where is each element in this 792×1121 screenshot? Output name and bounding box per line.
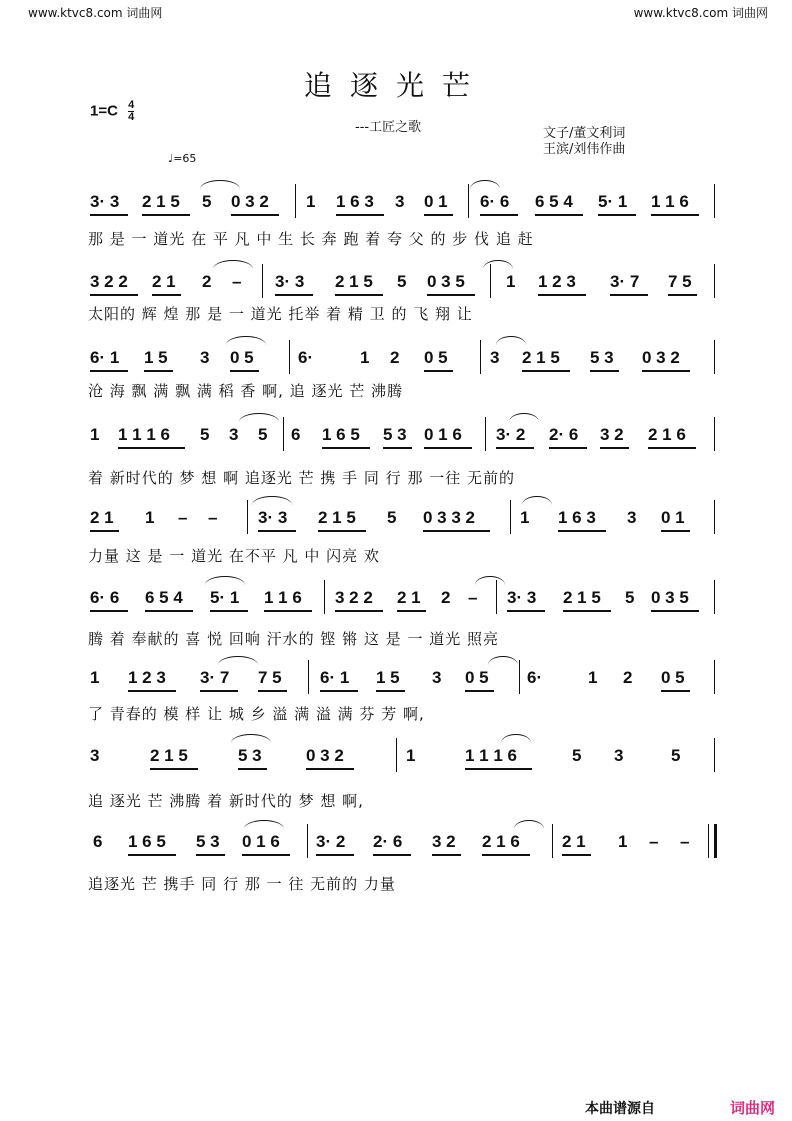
beam-underline bbox=[320, 690, 358, 692]
note-group: 1 2 3 bbox=[538, 272, 576, 291]
note-group: 3 2 2 bbox=[90, 272, 128, 291]
site-watermark-right: www.ktvc8.com 词曲网 bbox=[633, 6, 768, 20]
note-group: 3 bbox=[229, 425, 239, 444]
note-group: 2 1 5 bbox=[318, 508, 356, 527]
beam-underline bbox=[200, 690, 238, 692]
beam-underline bbox=[210, 610, 248, 612]
lyric-line: 那 是 一 道光 在 平 凡 中 生 长 奔 跑 着 夸 父 的 步 伐 追 赶 bbox=[88, 230, 534, 248]
slur-arc bbox=[470, 180, 500, 189]
composer-credit: 王滨/刘伟作曲 bbox=[543, 142, 626, 157]
note-group: 0 1 6 bbox=[242, 832, 280, 851]
song-subtitle: ---工匠之歌 bbox=[355, 120, 422, 135]
beam-underline bbox=[496, 447, 534, 449]
beam-underline bbox=[424, 447, 472, 449]
bar-line bbox=[519, 660, 520, 694]
bar-line bbox=[552, 824, 553, 858]
note-group: 5 3 bbox=[383, 425, 407, 444]
note-group: 2 bbox=[202, 272, 212, 291]
note-group: 1 1 6 bbox=[651, 192, 689, 211]
beam-underline bbox=[376, 690, 405, 692]
note-group: 6· 1 bbox=[90, 348, 120, 367]
beam-underline bbox=[316, 854, 354, 856]
note-group: 5 bbox=[258, 425, 268, 444]
beam-underline bbox=[535, 214, 583, 216]
note-group: 0 1 6 bbox=[424, 425, 462, 444]
note-group: 5 bbox=[671, 746, 681, 765]
lyric-line: 力量 这 是 一 道光 在不平 凡 中 闪亮 欢 bbox=[88, 547, 380, 565]
bar-line bbox=[714, 660, 715, 694]
note-group: 6· 6 bbox=[90, 588, 120, 607]
note-group: 2 1 5 bbox=[335, 272, 373, 291]
beam-underline bbox=[423, 530, 490, 532]
beam-underline bbox=[275, 294, 313, 296]
beam-underline bbox=[668, 294, 697, 296]
slur-arc bbox=[231, 734, 271, 743]
beam-underline bbox=[238, 768, 267, 770]
bar-line bbox=[714, 500, 715, 534]
bar-line bbox=[714, 580, 715, 614]
beam-underline bbox=[383, 447, 412, 449]
lyric-line: 沧 海 飘 满 飘 满 稻 香 啊, 追 逐光 芒 沸腾 bbox=[88, 382, 403, 400]
note-group: 3· 3 bbox=[90, 192, 120, 211]
time-signature bbox=[128, 100, 134, 123]
slur-arc bbox=[475, 576, 505, 585]
note-group: 5 bbox=[625, 588, 635, 607]
beam-underline bbox=[482, 854, 530, 856]
source-note: 本曲谱源自 bbox=[585, 1101, 655, 1117]
bar-line bbox=[714, 340, 715, 374]
note-group: 2 1 bbox=[152, 272, 176, 291]
slur-arc bbox=[488, 656, 518, 665]
note-group: 3 2 2 bbox=[335, 588, 373, 607]
note-group: 5 bbox=[202, 192, 212, 211]
beam-underline bbox=[661, 530, 690, 532]
note-group: 5 3 bbox=[238, 746, 262, 765]
beam-underline bbox=[230, 370, 259, 372]
note-group: 2 bbox=[623, 668, 633, 687]
beam-underline bbox=[590, 370, 619, 372]
beam-underline bbox=[335, 610, 383, 612]
note-group: 5 bbox=[397, 272, 407, 291]
bar-line bbox=[247, 500, 248, 534]
note-group: 1 2 3 bbox=[128, 668, 166, 687]
note-group: 5 3 bbox=[196, 832, 220, 851]
beam-underline bbox=[432, 854, 461, 856]
note-group: 5 3 bbox=[590, 348, 614, 367]
note-group: 3 bbox=[90, 746, 100, 765]
bar-line bbox=[708, 824, 709, 858]
key-signature bbox=[90, 100, 134, 123]
note-group: 6· 1 bbox=[320, 668, 350, 687]
note-group: 0 1 bbox=[661, 508, 685, 527]
note-group: 3 bbox=[627, 508, 637, 527]
note-group: 3· 3 bbox=[507, 588, 537, 607]
beam-underline bbox=[549, 447, 587, 449]
note-group: 6 bbox=[291, 425, 301, 444]
lyric-line: 着 新时代的 梦 想 啊 追逐光 芒 携 手 同 行 那 一往 无前的 bbox=[88, 469, 515, 487]
slur-arc bbox=[501, 734, 531, 743]
note-group: 2 1 5 bbox=[142, 192, 180, 211]
beam-underline bbox=[196, 854, 225, 856]
beam-underline bbox=[562, 854, 591, 856]
beam-underline bbox=[424, 214, 453, 216]
bar-line bbox=[396, 738, 397, 772]
note-group: 2 bbox=[441, 588, 451, 607]
note-group: 1 bbox=[90, 668, 100, 687]
note-group: 1 6 5 bbox=[128, 832, 166, 851]
note-group: 5· 1 bbox=[598, 192, 628, 211]
note-group: 0 3 2 bbox=[231, 192, 269, 211]
slur-arc bbox=[244, 820, 284, 829]
note-group: 3 bbox=[432, 668, 442, 687]
note-group: – bbox=[232, 272, 242, 291]
note-group: 3· 3 bbox=[275, 272, 305, 291]
beam-underline bbox=[144, 370, 173, 372]
note-group: 0 1 bbox=[424, 192, 448, 211]
lyric-line: 追逐光 芒 携手 同 行 那 一 往 无前的 力量 bbox=[88, 875, 396, 893]
note-group: – bbox=[208, 508, 218, 527]
beam-underline bbox=[424, 370, 453, 372]
note-group: 7 5 bbox=[668, 272, 692, 291]
slur-arc bbox=[226, 336, 266, 345]
slur-arc bbox=[496, 336, 526, 345]
beam-underline bbox=[142, 214, 190, 216]
bar-line bbox=[490, 264, 491, 298]
beam-underline bbox=[242, 854, 290, 856]
song-title: 追逐光芒 bbox=[303, 69, 488, 102]
beam-underline bbox=[507, 610, 545, 612]
note-group: 1 bbox=[306, 192, 316, 211]
note-group: 3· 2 bbox=[316, 832, 346, 851]
slur-arc bbox=[218, 656, 258, 665]
note-group: 1 bbox=[406, 746, 416, 765]
note-group: 1 bbox=[506, 272, 516, 291]
slur-arc bbox=[252, 496, 292, 505]
note-group: 5 bbox=[387, 508, 397, 527]
beam-underline bbox=[258, 530, 296, 532]
beam-underline bbox=[427, 294, 475, 296]
note-group: 3· 7 bbox=[200, 668, 230, 687]
beam-underline bbox=[538, 294, 586, 296]
note-group: 1 bbox=[588, 668, 598, 687]
bar-line bbox=[714, 824, 717, 858]
note-group: 5 bbox=[200, 425, 210, 444]
note-group: 1 6 3 bbox=[558, 508, 596, 527]
note-group: 1 bbox=[618, 832, 628, 851]
slur-arc bbox=[200, 180, 240, 189]
beam-underline bbox=[648, 447, 696, 449]
time-top: 4 bbox=[128, 99, 135, 111]
bar-line bbox=[324, 580, 325, 614]
note-group: 1 1 6 bbox=[264, 588, 302, 607]
site-logo: 词曲网 bbox=[730, 1099, 776, 1117]
beam-underline bbox=[465, 768, 532, 770]
note-group: 1 5 bbox=[376, 668, 400, 687]
note-group: 2 1 bbox=[562, 832, 586, 851]
beam-underline bbox=[322, 447, 370, 449]
slur-arc bbox=[509, 413, 539, 422]
lyric-line: 追 逐光 芒 沸腾 着 新时代的 梦 想 啊, bbox=[88, 792, 364, 810]
beam-underline bbox=[336, 214, 384, 216]
beam-underline bbox=[90, 214, 128, 216]
note-group: 3 2 bbox=[600, 425, 624, 444]
beam-underline bbox=[90, 610, 128, 612]
beam-underline bbox=[558, 530, 606, 532]
bar-line bbox=[308, 660, 309, 694]
bar-line bbox=[480, 340, 481, 374]
note-group: 2 1 6 bbox=[648, 425, 686, 444]
beam-underline bbox=[610, 294, 648, 296]
note-group: – bbox=[649, 832, 659, 851]
note-group: 2 bbox=[390, 348, 400, 367]
note-group: 1 1 1 6 bbox=[118, 425, 170, 444]
beam-underline bbox=[128, 854, 176, 856]
beam-underline bbox=[128, 690, 176, 692]
note-group: 6 5 4 bbox=[145, 588, 183, 607]
beam-underline bbox=[90, 370, 128, 372]
beam-underline bbox=[335, 294, 383, 296]
note-group: 2 1 5 bbox=[563, 588, 601, 607]
note-group: 0 3 2 bbox=[642, 348, 680, 367]
bar-line bbox=[714, 738, 715, 772]
note-group: 0 3 5 bbox=[427, 272, 465, 291]
beam-underline bbox=[258, 690, 287, 692]
note-group: 1 bbox=[520, 508, 530, 527]
note-group: 0 3 5 bbox=[651, 588, 689, 607]
note-group: 1 6 3 bbox=[336, 192, 374, 211]
note-group: 2· 6 bbox=[373, 832, 403, 851]
note-group: – bbox=[178, 508, 188, 527]
slur-arc bbox=[514, 820, 544, 829]
slur-arc bbox=[239, 413, 279, 422]
note-group: 1 bbox=[360, 348, 370, 367]
note-group: – bbox=[468, 588, 478, 607]
bar-line bbox=[485, 417, 486, 451]
bar-line bbox=[262, 264, 263, 298]
note-group: 0 3 2 bbox=[306, 746, 344, 765]
beam-underline bbox=[145, 610, 193, 612]
note-group: 3 2 bbox=[432, 832, 456, 851]
note-group: 5· 1 bbox=[210, 588, 240, 607]
beam-underline bbox=[318, 530, 366, 532]
note-group: 6· bbox=[298, 348, 314, 367]
bar-line bbox=[307, 824, 308, 858]
note-group: 1 bbox=[90, 425, 100, 444]
lyric-line: 太阳的 辉 煌 那 是 一 道光 托举 着 精 卫 的 飞 翔 让 bbox=[88, 305, 473, 323]
beam-underline bbox=[306, 768, 354, 770]
beam-underline bbox=[90, 530, 119, 532]
bar-line bbox=[714, 417, 715, 451]
beam-underline bbox=[231, 214, 279, 216]
bar-line bbox=[510, 500, 511, 534]
beam-underline bbox=[465, 690, 494, 692]
note-group: 7 5 bbox=[258, 668, 282, 687]
note-group: 6· bbox=[527, 668, 543, 687]
lyricist-credit: 文子/董文利词 bbox=[543, 126, 626, 141]
note-group: 1 5 bbox=[144, 348, 168, 367]
bar-line bbox=[714, 264, 715, 298]
bar-line bbox=[496, 580, 497, 614]
note-group: 3· 3 bbox=[258, 508, 288, 527]
tempo-marking: ♩=65 bbox=[168, 152, 197, 165]
note-group: 2 1 bbox=[397, 588, 421, 607]
note-group: 6 bbox=[93, 832, 103, 851]
beam-underline bbox=[642, 370, 690, 372]
note-group: 2 1 bbox=[90, 508, 114, 527]
beam-underline bbox=[563, 610, 611, 612]
beam-underline bbox=[661, 690, 690, 692]
lyric-line: 腾 着 奉献的 喜 悦 回响 汗水的 铿 锵 这 是 一 道光 照亮 bbox=[88, 630, 499, 648]
bar-line bbox=[468, 184, 469, 218]
note-group: 2 1 5 bbox=[522, 348, 560, 367]
note-group: 0 3 3 2 bbox=[423, 508, 475, 527]
beam-underline bbox=[598, 214, 636, 216]
beam-underline bbox=[397, 610, 426, 612]
slur-arc bbox=[213, 260, 253, 269]
slur-arc bbox=[522, 496, 552, 505]
slur-arc bbox=[205, 576, 245, 585]
note-group: 0 5 bbox=[661, 668, 685, 687]
beam-underline bbox=[150, 768, 198, 770]
note-group: 3 bbox=[490, 348, 500, 367]
note-group: 6· 6 bbox=[480, 192, 510, 211]
beam-underline bbox=[651, 610, 699, 612]
site-watermark-left: www.ktvc8.com 词曲网 bbox=[28, 6, 163, 20]
note-group: 3· 2 bbox=[496, 425, 526, 444]
bar-line bbox=[283, 417, 284, 451]
note-group: 2· 6 bbox=[549, 425, 579, 444]
note-group: 0 5 bbox=[465, 668, 489, 687]
beam-underline bbox=[373, 854, 411, 856]
bar-line bbox=[714, 184, 715, 218]
lyric-line: 了 青春的 模 样 让 城 乡 溢 满 溢 满 芬 芳 啊, bbox=[88, 705, 425, 723]
note-group: 1 6 5 bbox=[322, 425, 360, 444]
note-group: 1 bbox=[145, 508, 155, 527]
note-group: 3 bbox=[395, 192, 405, 211]
beam-underline bbox=[118, 447, 185, 449]
beam-underline bbox=[90, 294, 138, 296]
note-group: – bbox=[680, 832, 690, 851]
note-group: 6 5 4 bbox=[535, 192, 573, 211]
note-group: 2 1 5 bbox=[150, 746, 188, 765]
beam-underline bbox=[522, 370, 570, 372]
beam-underline bbox=[152, 294, 181, 296]
bar-line bbox=[295, 184, 296, 218]
note-group: 0 5 bbox=[424, 348, 448, 367]
note-group: 3 bbox=[614, 746, 624, 765]
bar-line bbox=[289, 340, 290, 374]
beam-underline bbox=[651, 214, 699, 216]
note-group: 3 bbox=[200, 348, 210, 367]
beam-underline bbox=[480, 214, 518, 216]
slur-arc bbox=[483, 260, 513, 269]
beam-underline bbox=[264, 610, 312, 612]
note-group: 1 1 1 6 bbox=[465, 746, 517, 765]
beam-underline bbox=[600, 447, 629, 449]
note-group: 2 1 6 bbox=[482, 832, 520, 851]
note-group: 5 bbox=[572, 746, 582, 765]
time-bottom: 4 bbox=[128, 111, 135, 123]
note-group: 0 5 bbox=[230, 348, 254, 367]
key-label: 1=C bbox=[90, 102, 118, 120]
note-group: 3· 7 bbox=[610, 272, 640, 291]
